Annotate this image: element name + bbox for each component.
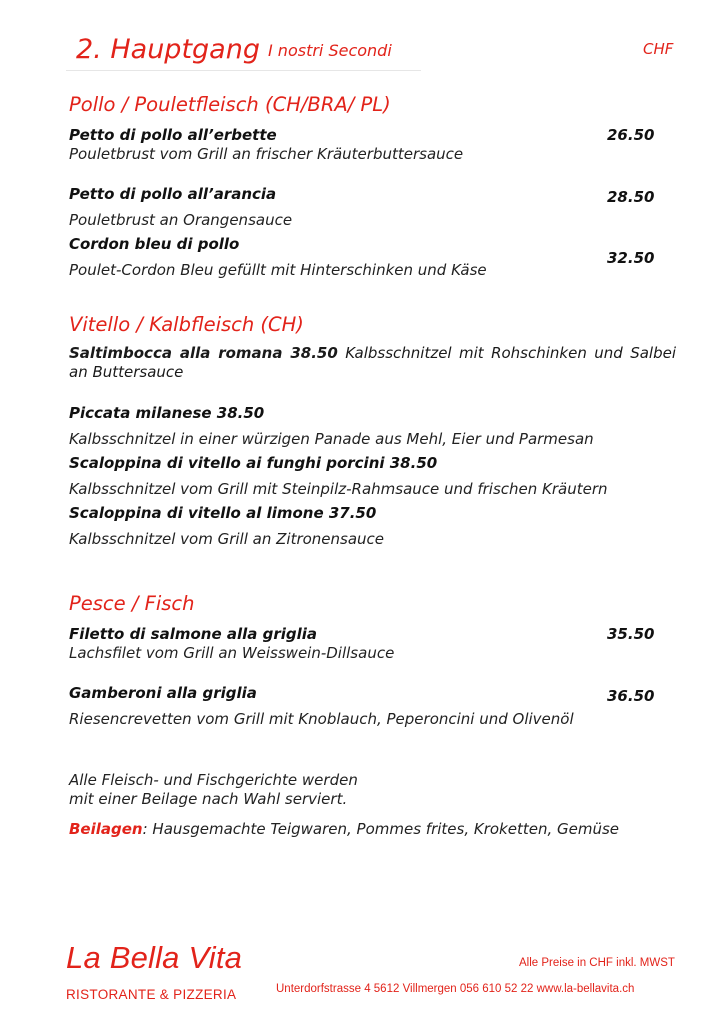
dish-desc: Pouletbrust vom Grill an frischer Kräuterbuttersauce <box>69 145 464 163</box>
dish-desc: Kalbsschnitzel vom Grill mit Steinpilz-Rahmsauce und frischen Kräutern <box>69 480 608 498</box>
dish-desc: Poulet-Cordon Bleu gefüllt mit Hinterschinken und Käse <box>69 261 487 279</box>
dish-desc: Kalbsschnitzel mit Rohschinken und Salbei an Buttersauce <box>69 344 676 381</box>
side-dish-note-line1: Alle Fleisch- und Fischgerichte werden <box>69 771 358 789</box>
currency-label: CHF <box>643 40 674 58</box>
header-divider <box>66 70 421 71</box>
dish-name: Saltimbocca alla romana 38.50 <box>69 344 338 362</box>
dish-name: Petto di pollo all’arancia <box>69 185 277 203</box>
dish-desc: Kalbsschnitzel in einer würzigen Panade aus Mehl, Eier und Parmesan <box>69 430 594 448</box>
dish-price: 32.50 <box>607 249 655 267</box>
dish-desc: Lachsfilet vom Grill an Weisswein-Dillsauce <box>69 644 395 662</box>
side-dishes-label: Beilagen <box>69 820 143 838</box>
dish-desc: Kalbsschnitzel vom Grill an Zitronensauce <box>69 530 385 548</box>
dish-name: Cordon bleu di pollo <box>69 235 240 253</box>
page-title: 2. Hauptgang <box>76 34 260 65</box>
side-dish-note-line2: mit einer Beilage nach Wahl serviert. <box>69 790 348 808</box>
side-dishes-line <box>69 820 619 838</box>
dish-price: 36.50 <box>607 687 655 705</box>
brand-logo: La Bella Vita <box>66 940 243 975</box>
dish-entry-saltimbocca <box>69 344 676 382</box>
dish-name: Scaloppina di vitello ai funghi porcini 38.50 <box>69 454 438 472</box>
dish-name: Scaloppina di vitello al limone 37.50 <box>69 504 377 522</box>
section-title-vitello: Vitello / Kalbfleisch (CH) <box>69 313 304 336</box>
section-title-pesce: Pesce / Fisch <box>69 592 195 615</box>
dish-name: Piccata milanese 38.50 <box>69 404 265 422</box>
dish-desc: Pouletbrust an Orangensauce <box>69 211 293 229</box>
dish-price: 26.50 <box>607 126 655 144</box>
address-line: Unterdorfstrasse 4 5612 Villmergen 056 610 52 22 www.la-bellavita.ch <box>276 983 635 995</box>
page-subtitle: I nostri Secondi <box>268 41 392 60</box>
dish-name: Filetto di salmone alla griglia <box>69 625 318 643</box>
dish-desc: Riesencrevetten vom Grill mit Knoblauch, Peperoncini und Olivenöl <box>69 710 574 728</box>
price-note: Alle Preise in CHF inkl. MWST <box>519 957 675 969</box>
dish-price: 35.50 <box>607 625 655 643</box>
side-dishes-text: : Hausgemachte Teigwaren, Pommes frites, Kroketten, Gemüse <box>142 820 620 838</box>
dish-price: 28.50 <box>607 188 655 206</box>
section-title-pollo: Pollo / Pouletfleisch (CH/BRA/ PL) <box>69 93 391 116</box>
dish-name: Petto di pollo all’erbette <box>69 126 277 144</box>
brand-subtitle: RISTORANTE & PIZZERIA <box>66 987 237 1002</box>
dish-name: Gamberoni alla griglia <box>69 684 257 702</box>
